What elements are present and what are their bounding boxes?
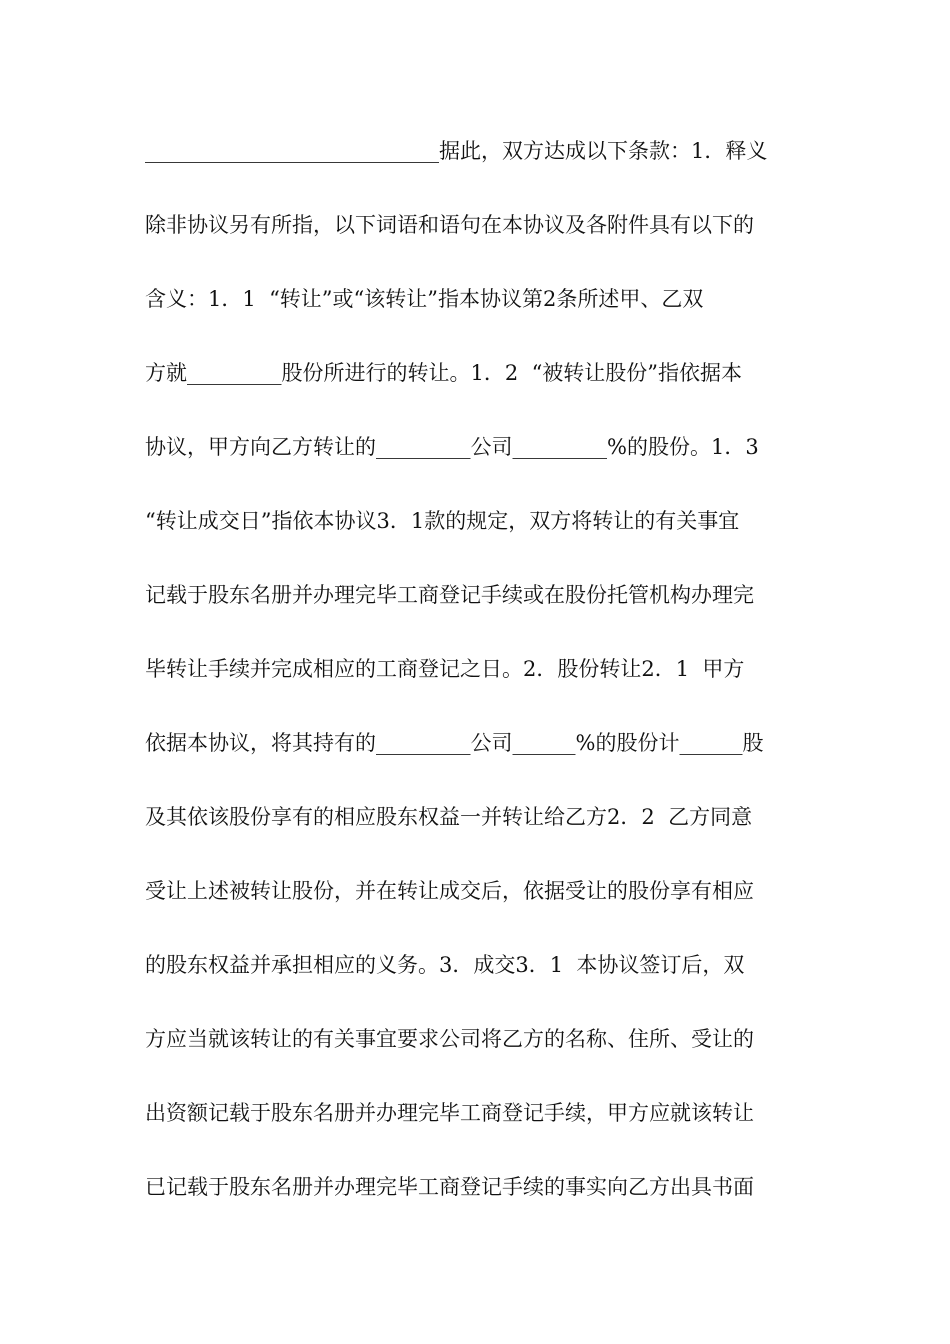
text-line: 协议，甲方向乙方转让的_________公司_________%的股份。1．3 bbox=[145, 435, 759, 459]
text-line: 依据本协议，将其持有的_________公司______%的股份计______股 bbox=[145, 731, 764, 755]
text-line: 方就_________股份所进行的转让。1．2 “被转让股份”指依据本 bbox=[145, 361, 743, 385]
text-line: 受让上述被转让股份，并在转让成交后，依据受让的股份享有相应 bbox=[145, 879, 754, 903]
text-line: “转让成交日”指依本协议3．1款的规定，双方将转让的有关事宜 bbox=[145, 509, 740, 533]
text-line: 记载于股东名册并办理完毕工商登记手续或在股份托管机构办理完 bbox=[145, 583, 754, 607]
text-line: ____________________________据此，双方达成以下条款：1．释义 bbox=[145, 139, 768, 163]
text-line: 方应当就该转让的有关事宜要求公司将乙方的名称、住所、受让的 bbox=[145, 1027, 754, 1051]
text-line: 及其依该股份享有的相应股东权益一并转让给乙方2．2 乙方同意 bbox=[145, 805, 753, 829]
text-line: 除非协议另有所指，以下词语和语句在本协议及各附件具有以下的 bbox=[145, 213, 754, 237]
text-line: 的股东权益并承担相应的义务。3．成交3．1 本协议签订后，双 bbox=[145, 953, 745, 977]
text-line: 出资额记载于股东名册并办理完毕工商登记手续，甲方应就该转让 bbox=[145, 1101, 754, 1125]
text-line: 毕转让手续并完成相应的工商登记之日。2．股份转让2．1 甲方 bbox=[145, 657, 745, 681]
body-text bbox=[145, 129, 805, 1239]
text-line: 含义：1．1 “转让”或“该转让”指本协议第2条所述甲、乙双 bbox=[145, 287, 704, 311]
text-line: 已记载于股东名册并办理完毕工商登记手续的事实向乙方出具书面 bbox=[145, 1175, 754, 1199]
